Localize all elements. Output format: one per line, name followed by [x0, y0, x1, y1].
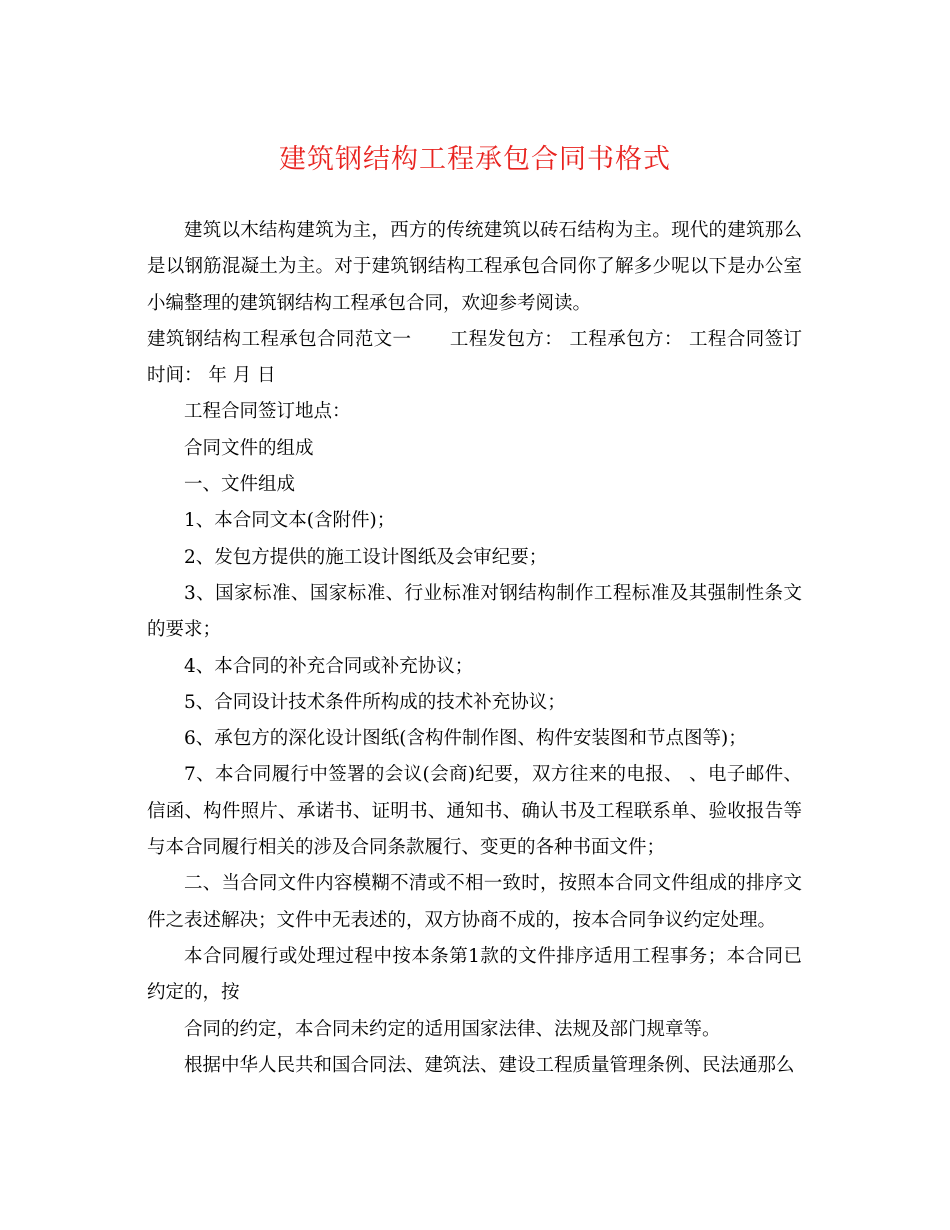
document-title: 建筑钢结构工程承包合同书格式 [279, 144, 671, 175]
list-item-1: 1、本合同文本(含附件)； [184, 510, 396, 532]
document-body [147, 213, 802, 1084]
list-item-3: 3、国家标准、国家标准、行业标准对钢结构制作工程标准及其强制性条文的要求； [147, 582, 802, 641]
part2-paragraph: 二、当合同文件内容模糊不清或不相一致时，按照本合同文件组成的排序文件之表述解决；文件中无表述的，双方协商不成的，按本合同争议约定处理。 [147, 873, 802, 931]
list-item-7: 7、本合同履行中签署的会议(会商)纪要，双方往来的电报、 、电子邮件、信函、构件照片、承诺书、证明书、通知书、确认书及工程联系单、验收报告等与本合同履行相关的涉及合同条款履行、变更的各种书面文件； [147, 764, 802, 859]
list-item-2: 2、发包方提供的施工设计图纸及会审纪要； [184, 546, 548, 568]
execution-paragraph: 本合同履行或处理过程中按本条第1款的文件排序适用工程事务；本合同已约定的，按 [147, 945, 802, 1004]
sample-heading: 建筑钢结构工程承包合同范文一 [147, 328, 412, 350]
list-item-5: 5、合同设计技术条件所构成的技术补充协议； [184, 691, 566, 713]
basis-paragraph: 根据中华人民共和国合同法、建筑法、建设工程质量管理条例、民法通那么 [184, 1054, 795, 1076]
agreement-paragraph: 合同的约定，本合同未约定的适用国家法律、法规及部门规章等。 [184, 1018, 721, 1040]
sample-heading-line [147, 322, 802, 395]
sign-place: 工程合同签订地点： [184, 401, 351, 423]
section-title: 合同文件的组成 [184, 437, 314, 459]
intro-paragraph: 建筑以木结构建筑为主，西方的传统建筑以砖石结构为主。现代的建筑那么是以钢筋混凝土为主。对于建筑钢结构工程承包合同你了解多少呢以下是办公室小编整理的建筑钢结构工程承包合同，欢迎参考阅读。 [147, 220, 802, 314]
part1-title: 一、文件组成 [184, 474, 296, 496]
list-item-6: 6、承包方的深化设计图纸(含构件制作图、构件安装图和节点图等)； [184, 728, 747, 750]
list-item-4: 4、本合同的补充合同或补充协议； [184, 655, 474, 677]
parties-line: 工程发包方： 工程承包方： 工程合同签订时间： 年 月 日 [147, 328, 802, 387]
